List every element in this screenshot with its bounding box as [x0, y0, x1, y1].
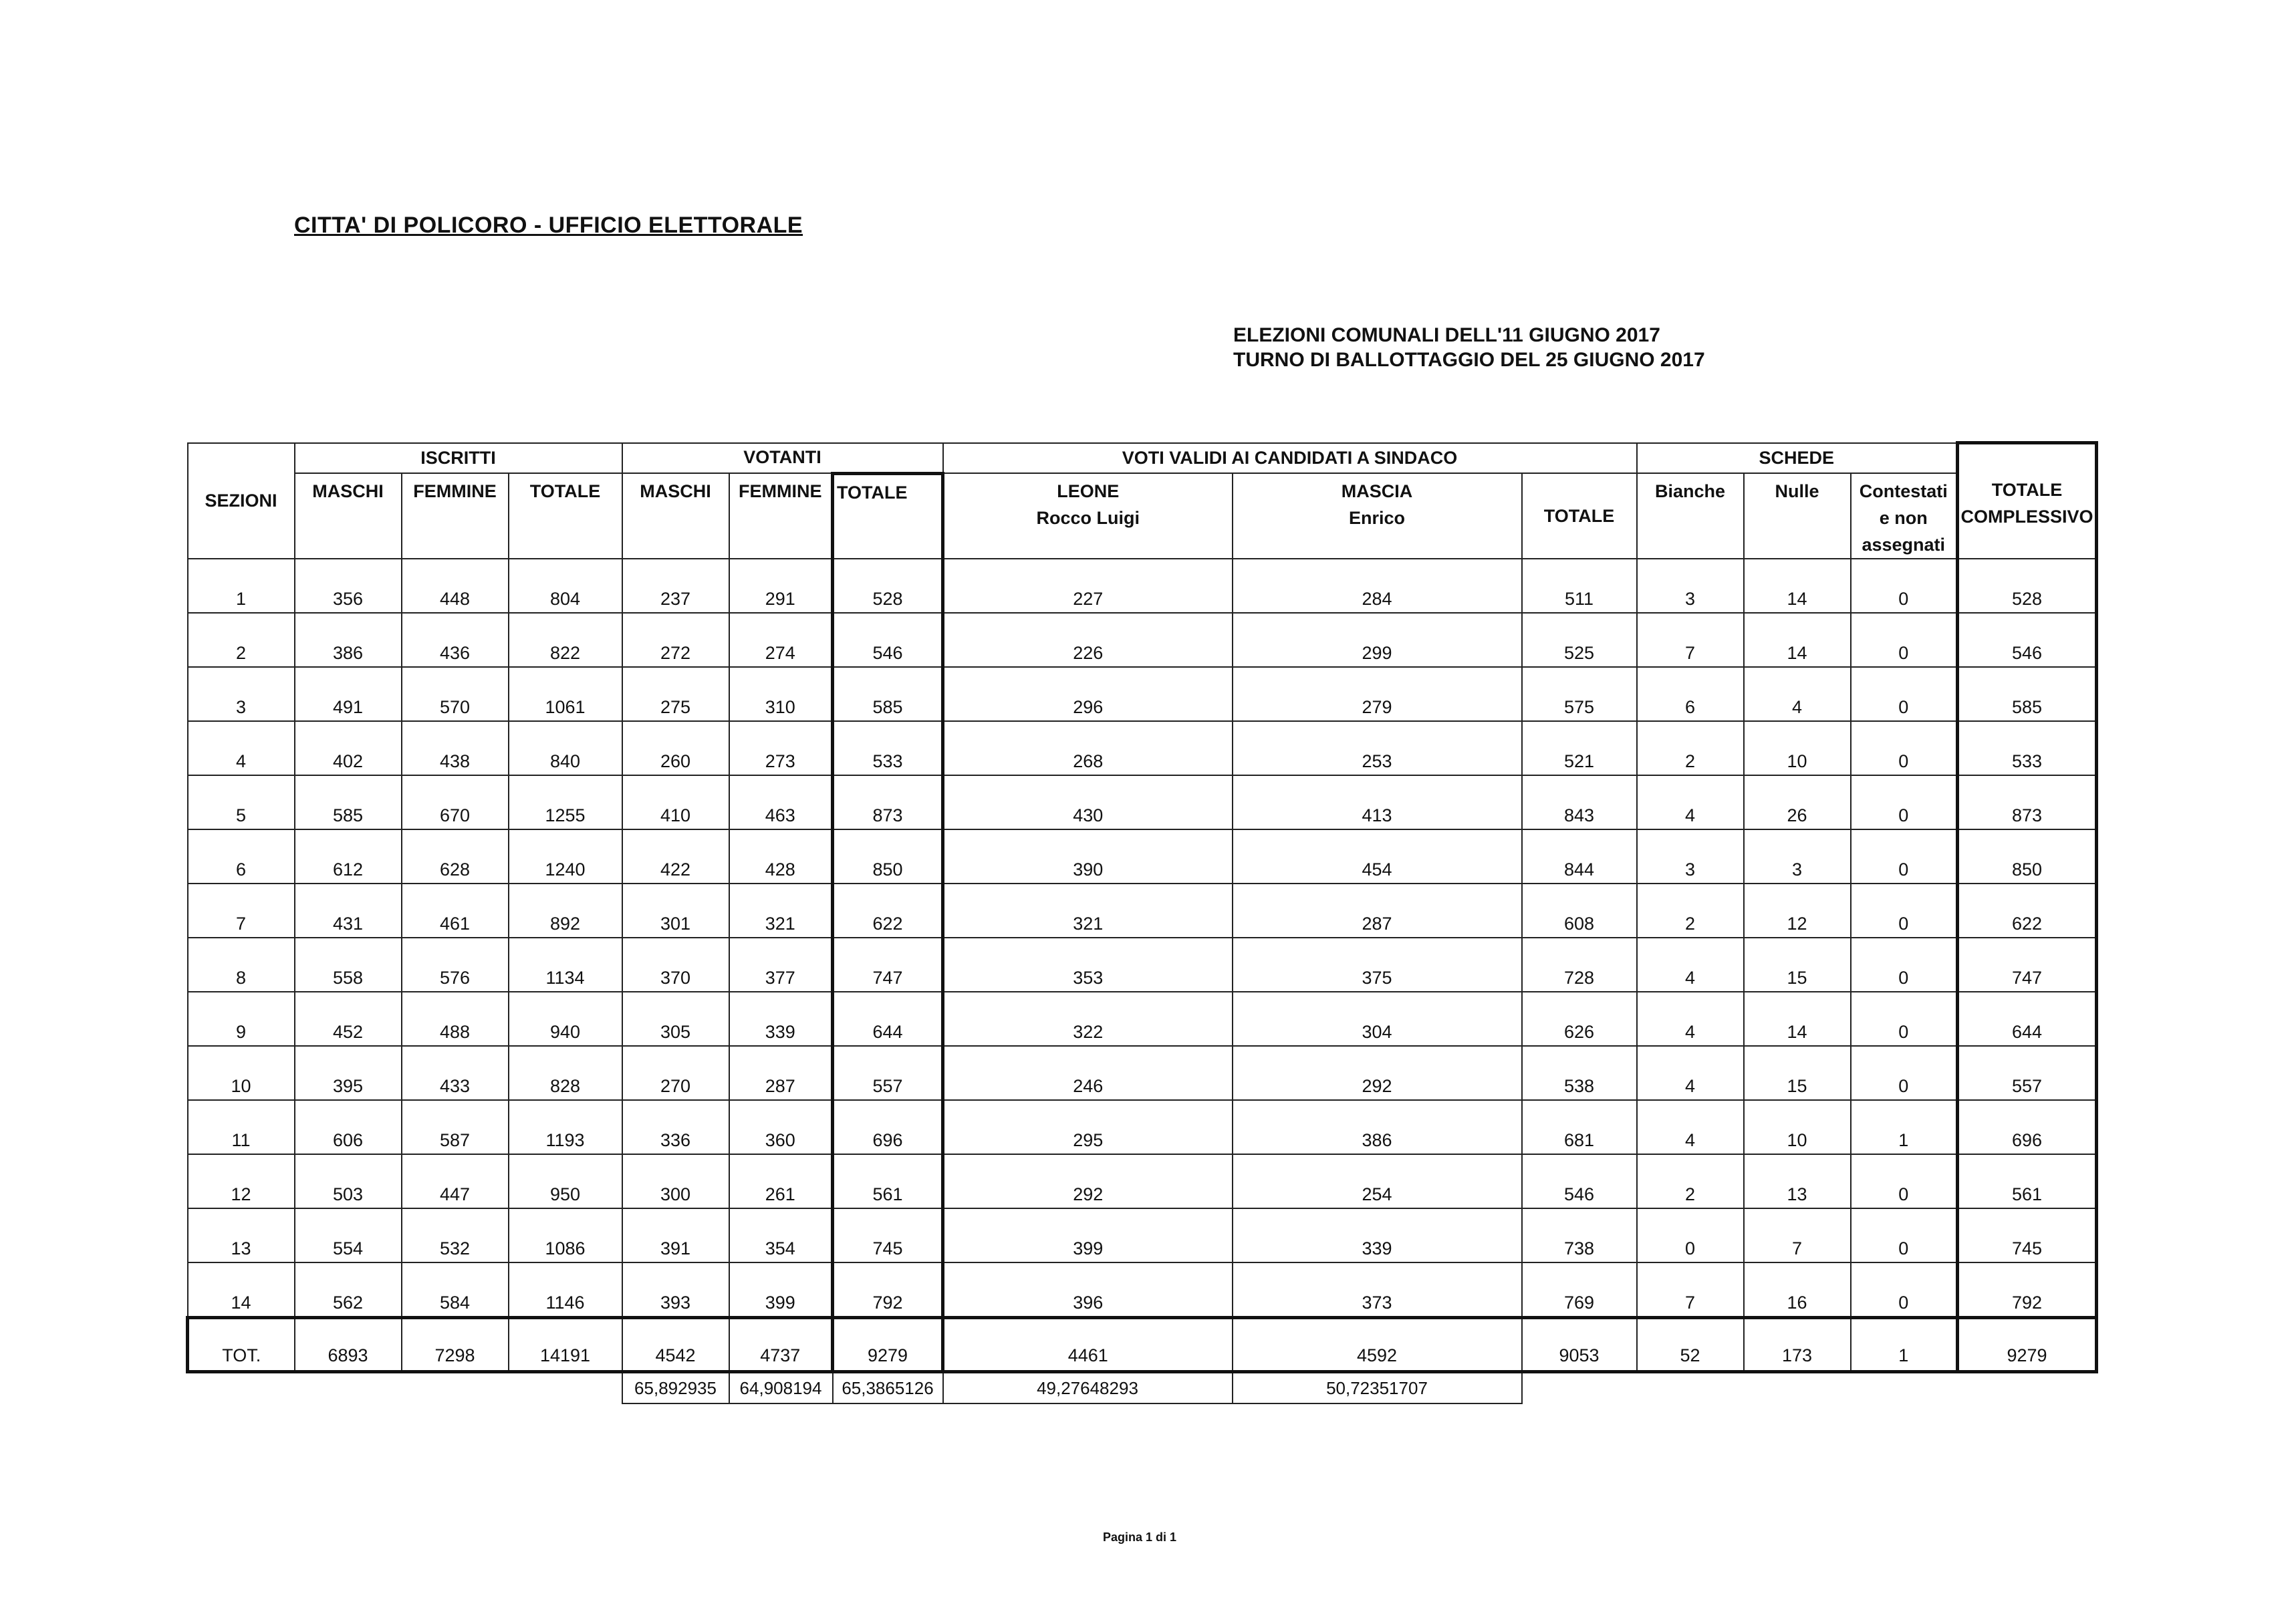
- cell-iscritti-femmine: 576: [402, 938, 509, 992]
- cell-iscritti-maschi: 356: [295, 559, 402, 613]
- cell-iscritti-femmine: 570: [402, 667, 509, 721]
- cell-votanti-maschi: 393: [622, 1262, 729, 1318]
- header-nulle: Nulle: [1744, 473, 1851, 559]
- cell-totale-complessivo: 528: [1958, 559, 2097, 613]
- cell-votanti-maschi: 260: [622, 721, 729, 775]
- cell-iscritti-totale: 1146: [509, 1262, 622, 1318]
- header-voti-validi: VOTI VALIDI AI CANDIDATI A SINDACO: [943, 443, 1637, 474]
- header-leone: [943, 473, 1233, 559]
- cell-iscritti-femmine: 532: [402, 1208, 509, 1262]
- cell-voti-leone: 321: [943, 884, 1233, 938]
- cell-sezione: 12: [188, 1154, 295, 1208]
- cell-schede-contestati: 1: [1851, 1318, 1958, 1372]
- cell-iscritti-maschi: 491: [295, 667, 402, 721]
- cell-schede-nulle: 15: [1744, 938, 1851, 992]
- perc-votanti-maschi: 65,892935: [622, 1372, 729, 1404]
- totals-row: [188, 1318, 2097, 1372]
- cell-votanti-totale: 9279: [833, 1318, 943, 1372]
- cell-iscritti-maschi: 558: [295, 938, 402, 992]
- cell-votanti-maschi: 422: [622, 829, 729, 884]
- cell-voti-mascia: 454: [1233, 829, 1522, 884]
- cell-votanti-maschi: 305: [622, 992, 729, 1046]
- cell-schede-contestati: 0: [1851, 829, 1958, 884]
- cell-voti-leone: 390: [943, 829, 1233, 884]
- cell-schede-contestati: 0: [1851, 775, 1958, 829]
- cell-iscritti-femmine: 7298: [402, 1318, 509, 1372]
- cell-iscritti-totale: 1086: [509, 1208, 622, 1262]
- cell-voti-totale: 681: [1522, 1100, 1637, 1154]
- mascia-surname: MASCIA: [1341, 481, 1413, 501]
- cell-voti-leone: 430: [943, 775, 1233, 829]
- results-table: [186, 441, 2098, 1404]
- header-mascia: [1233, 473, 1522, 559]
- office-title: CITTA' DI POLICORO - UFFICIO ELETTORALE: [294, 213, 803, 238]
- cell-totale-complessivo: 745: [1958, 1208, 2097, 1262]
- cell-sezione: 6: [188, 829, 295, 884]
- cell-schede-bianche: 2: [1637, 721, 1744, 775]
- cell-iscritti-femmine: 584: [402, 1262, 509, 1318]
- cell-votanti-femmine: 354: [729, 1208, 833, 1262]
- cell-iscritti-totale: 940: [509, 992, 622, 1046]
- cell-votanti-maschi: 272: [622, 613, 729, 667]
- cell-voti-totale: 728: [1522, 938, 1637, 992]
- cell-votanti-femmine: 339: [729, 992, 833, 1046]
- cell-schede-contestati: 0: [1851, 667, 1958, 721]
- cell-votanti-femmine: 274: [729, 613, 833, 667]
- cell-schede-nulle: 4: [1744, 667, 1851, 721]
- election-subtitle: ELEZIONI COMUNALI DELL'11 GIUGNO 2017: [1233, 324, 1660, 346]
- header-iscritti: ISCRITTI: [295, 443, 622, 474]
- cell-schede-bianche: 52: [1637, 1318, 1744, 1372]
- cell-voti-totale: 843: [1522, 775, 1637, 829]
- cell-sezione: 5: [188, 775, 295, 829]
- cell-sezione: 9: [188, 992, 295, 1046]
- cell-votanti-femmine: 360: [729, 1100, 833, 1154]
- cell-schede-contestati: 0: [1851, 992, 1958, 1046]
- cell-iscritti-maschi: 386: [295, 613, 402, 667]
- cell-votanti-maschi: 237: [622, 559, 729, 613]
- cell-voti-mascia: 254: [1233, 1154, 1522, 1208]
- cell-iscritti-totale: 840: [509, 721, 622, 775]
- table-row: [188, 721, 2097, 775]
- cell-schede-nulle: 12: [1744, 884, 1851, 938]
- cell-voti-mascia: 279: [1233, 667, 1522, 721]
- cell-totale-complessivo: 546: [1958, 613, 2097, 667]
- header-votanti-totale: TOTALE: [833, 473, 943, 559]
- cell-iscritti-femmine: 670: [402, 775, 509, 829]
- cell-votanti-maschi: 4542: [622, 1318, 729, 1372]
- cell-votanti-totale: 528: [833, 559, 943, 613]
- cell-iscritti-maschi: 612: [295, 829, 402, 884]
- cell-schede-bianche: 3: [1637, 829, 1744, 884]
- cell-votanti-totale: 747: [833, 938, 943, 992]
- cell-votanti-maschi: 300: [622, 1154, 729, 1208]
- cell-votanti-totale: 561: [833, 1154, 943, 1208]
- cell-schede-contestati: 0: [1851, 1262, 1958, 1318]
- header-totale-complessivo-line2: COMPLESSIVO: [1960, 507, 2093, 527]
- cell-iscritti-totale: 1255: [509, 775, 622, 829]
- table-row: [188, 775, 2097, 829]
- contestati-line1: Contestati: [1859, 481, 1948, 501]
- cell-iscritti-femmine: 436: [402, 613, 509, 667]
- leone-surname: LEONE: [1057, 481, 1120, 501]
- cell-voti-totale: 738: [1522, 1208, 1637, 1262]
- cell-voti-leone: 227: [943, 559, 1233, 613]
- cell-voti-totale: 608: [1522, 884, 1637, 938]
- header-bianche: Bianche: [1637, 473, 1744, 559]
- header-votanti-maschi: MASCHI: [622, 473, 729, 559]
- cell-votanti-totale: 696: [833, 1100, 943, 1154]
- cell-schede-nulle: 16: [1744, 1262, 1851, 1318]
- cell-sezione: TOT.: [188, 1318, 295, 1372]
- cell-schede-contestati: 0: [1851, 559, 1958, 613]
- cell-iscritti-maschi: 6893: [295, 1318, 402, 1372]
- cell-iscritti-femmine: 587: [402, 1100, 509, 1154]
- cell-iscritti-totale: 822: [509, 613, 622, 667]
- perc-mascia: 50,72351707: [1233, 1372, 1522, 1404]
- cell-votanti-femmine: 287: [729, 1046, 833, 1100]
- cell-schede-bianche: 3: [1637, 559, 1744, 613]
- cell-schede-bianche: 0: [1637, 1208, 1744, 1262]
- cell-schede-contestati: 1: [1851, 1100, 1958, 1154]
- cell-schede-bianche: 2: [1637, 884, 1744, 938]
- header-iscritti-totale: TOTALE: [509, 473, 622, 559]
- cell-iscritti-maschi: 606: [295, 1100, 402, 1154]
- cell-totale-complessivo: 585: [1958, 667, 2097, 721]
- cell-votanti-maschi: 391: [622, 1208, 729, 1262]
- table-row: [188, 1208, 2097, 1262]
- cell-iscritti-maschi: 395: [295, 1046, 402, 1100]
- cell-schede-nulle: 14: [1744, 992, 1851, 1046]
- cell-votanti-totale: 585: [833, 667, 943, 721]
- header-sezioni: SEZIONI: [188, 443, 295, 559]
- mascia-name: Enrico: [1348, 508, 1406, 528]
- contestati-line2: e non: [1879, 508, 1928, 528]
- cell-votanti-maschi: 336: [622, 1100, 729, 1154]
- cell-iscritti-maschi: 562: [295, 1262, 402, 1318]
- cell-schede-bianche: 4: [1637, 1100, 1744, 1154]
- cell-iscritti-totale: 1193: [509, 1100, 622, 1154]
- cell-iscritti-maschi: 431: [295, 884, 402, 938]
- cell-voti-leone: 296: [943, 667, 1233, 721]
- cell-votanti-totale: 792: [833, 1262, 943, 1318]
- cell-voti-mascia: 284: [1233, 559, 1522, 613]
- header-contestati: [1851, 473, 1958, 559]
- perc-leone: 49,27648293: [943, 1372, 1233, 1404]
- table-row: [188, 1046, 2097, 1100]
- cell-voti-totale: 769: [1522, 1262, 1637, 1318]
- cell-voti-totale: 626: [1522, 992, 1637, 1046]
- cell-totale-complessivo: 557: [1958, 1046, 2097, 1100]
- cell-voti-totale: 538: [1522, 1046, 1637, 1100]
- cell-schede-nulle: 10: [1744, 1100, 1851, 1154]
- cell-schede-nulle: 7: [1744, 1208, 1851, 1262]
- cell-votanti-femmine: 428: [729, 829, 833, 884]
- cell-totale-complessivo: 533: [1958, 721, 2097, 775]
- header-schede: SCHEDE: [1637, 443, 1958, 474]
- cell-voti-totale: 511: [1522, 559, 1637, 613]
- cell-voti-mascia: 4592: [1233, 1318, 1522, 1372]
- cell-iscritti-femmine: 438: [402, 721, 509, 775]
- cell-iscritti-maschi: 554: [295, 1208, 402, 1262]
- cell-voti-mascia: 373: [1233, 1262, 1522, 1318]
- perc-spacer: [188, 1372, 622, 1404]
- cell-schede-nulle: 14: [1744, 559, 1851, 613]
- cell-votanti-femmine: 310: [729, 667, 833, 721]
- cell-schede-nulle: 173: [1744, 1318, 1851, 1372]
- cell-schede-nulle: 14: [1744, 613, 1851, 667]
- cell-voti-totale: 9053: [1522, 1318, 1637, 1372]
- cell-schede-bianche: 4: [1637, 1046, 1744, 1100]
- cell-totale-complessivo: 644: [1958, 992, 2097, 1046]
- leone-name: Rocco Luigi: [1036, 508, 1140, 528]
- cell-votanti-femmine: 399: [729, 1262, 833, 1318]
- cell-schede-nulle: 13: [1744, 1154, 1851, 1208]
- cell-votanti-femmine: 273: [729, 721, 833, 775]
- cell-sezione: 1: [188, 559, 295, 613]
- cell-sezione: 4: [188, 721, 295, 775]
- table-row: [188, 613, 2097, 667]
- cell-votanti-maschi: 275: [622, 667, 729, 721]
- perc-spacer-right: [1522, 1372, 2097, 1404]
- cell-voti-mascia: 253: [1233, 721, 1522, 775]
- cell-voti-leone: 246: [943, 1046, 1233, 1100]
- cell-iscritti-totale: 1240: [509, 829, 622, 884]
- cell-iscritti-totale: 14191: [509, 1318, 622, 1372]
- cell-schede-contestati: 0: [1851, 938, 1958, 992]
- cell-votanti-maschi: 270: [622, 1046, 729, 1100]
- cell-voti-totale: 575: [1522, 667, 1637, 721]
- cell-votanti-maschi: 370: [622, 938, 729, 992]
- table-row: [188, 1154, 2097, 1208]
- cell-voti-leone: 268: [943, 721, 1233, 775]
- cell-schede-nulle: 10: [1744, 721, 1851, 775]
- cell-totale-complessivo: 747: [1958, 938, 2097, 992]
- runoff-subtitle: TURNO DI BALLOTTAGGIO DEL 25 GIUGNO 2017: [1233, 349, 1705, 371]
- cell-sezione: 10: [188, 1046, 295, 1100]
- cell-iscritti-totale: 950: [509, 1154, 622, 1208]
- cell-iscritti-totale: 828: [509, 1046, 622, 1100]
- header-votanti-femmine: FEMMINE: [729, 473, 833, 559]
- cell-votanti-maschi: 410: [622, 775, 729, 829]
- table-row: [188, 1262, 2097, 1318]
- cell-schede-bianche: 7: [1637, 1262, 1744, 1318]
- cell-iscritti-totale: 1061: [509, 667, 622, 721]
- cell-votanti-totale: 557: [833, 1046, 943, 1100]
- header-totale-complessivo-line1: TOTALE: [1991, 480, 2063, 500]
- cell-iscritti-femmine: 461: [402, 884, 509, 938]
- cell-voti-mascia: 375: [1233, 938, 1522, 992]
- table-row: [188, 559, 2097, 613]
- cell-totale-complessivo: 561: [1958, 1154, 2097, 1208]
- cell-schede-contestati: 0: [1851, 1046, 1958, 1100]
- header-iscritti-femmine: FEMMINE: [402, 473, 509, 559]
- cell-votanti-totale: 622: [833, 884, 943, 938]
- table-row: [188, 884, 2097, 938]
- cell-voti-leone: 295: [943, 1100, 1233, 1154]
- cell-sezione: 11: [188, 1100, 295, 1154]
- cell-schede-contestati: 0: [1851, 721, 1958, 775]
- cell-iscritti-femmine: 448: [402, 559, 509, 613]
- cell-voti-totale: 525: [1522, 613, 1637, 667]
- cell-iscritti-totale: 804: [509, 559, 622, 613]
- cell-schede-contestati: 0: [1851, 1154, 1958, 1208]
- cell-sezione: 13: [188, 1208, 295, 1262]
- cell-totale-complessivo: 850: [1958, 829, 2097, 884]
- cell-iscritti-maschi: 452: [295, 992, 402, 1046]
- cell-voti-mascia: 299: [1233, 613, 1522, 667]
- cell-schede-contestati: 0: [1851, 1208, 1958, 1262]
- perc-votanti-totale: 65,3865126: [833, 1372, 943, 1404]
- cell-voti-totale: 521: [1522, 721, 1637, 775]
- cell-iscritti-femmine: 488: [402, 992, 509, 1046]
- cell-iscritti-femmine: 433: [402, 1046, 509, 1100]
- cell-schede-bianche: 6: [1637, 667, 1744, 721]
- cell-sezione: 3: [188, 667, 295, 721]
- table-row: [188, 992, 2097, 1046]
- cell-votanti-femmine: 4737: [729, 1318, 833, 1372]
- cell-voti-leone: 226: [943, 613, 1233, 667]
- cell-votanti-totale: 850: [833, 829, 943, 884]
- header-iscritti-maschi: MASCHI: [295, 473, 402, 559]
- percentages-row: [188, 1372, 2097, 1404]
- cell-totale-complessivo: 696: [1958, 1100, 2097, 1154]
- cell-votanti-femmine: 463: [729, 775, 833, 829]
- cell-sezione: 14: [188, 1262, 295, 1318]
- cell-voti-leone: 396: [943, 1262, 1233, 1318]
- cell-votanti-femmine: 261: [729, 1154, 833, 1208]
- cell-voti-totale: 546: [1522, 1154, 1637, 1208]
- cell-iscritti-totale: 892: [509, 884, 622, 938]
- cell-schede-bianche: 2: [1637, 1154, 1744, 1208]
- header-voti-totale: TOTALE: [1522, 473, 1637, 559]
- cell-schede-contestati: 0: [1851, 884, 1958, 938]
- cell-schede-bianche: 4: [1637, 775, 1744, 829]
- cell-votanti-totale: 546: [833, 613, 943, 667]
- cell-votanti-femmine: 291: [729, 559, 833, 613]
- cell-voti-totale: 844: [1522, 829, 1637, 884]
- cell-sezione: 2: [188, 613, 295, 667]
- cell-voti-mascia: 304: [1233, 992, 1522, 1046]
- cell-votanti-totale: 644: [833, 992, 943, 1046]
- cell-iscritti-maschi: 585: [295, 775, 402, 829]
- cell-voti-leone: 292: [943, 1154, 1233, 1208]
- header-totale-complessivo: [1958, 443, 2097, 559]
- cell-schede-nulle: 15: [1744, 1046, 1851, 1100]
- contestati-line3: assegnati: [1862, 535, 1946, 555]
- cell-iscritti-maschi: 402: [295, 721, 402, 775]
- table-row: [188, 938, 2097, 992]
- cell-votanti-totale: 745: [833, 1208, 943, 1262]
- cell-iscritti-totale: 1134: [509, 938, 622, 992]
- cell-voti-mascia: 339: [1233, 1208, 1522, 1262]
- cell-totale-complessivo: 873: [1958, 775, 2097, 829]
- cell-schede-contestati: 0: [1851, 613, 1958, 667]
- cell-iscritti-maschi: 503: [295, 1154, 402, 1208]
- cell-schede-nulle: 26: [1744, 775, 1851, 829]
- cell-schede-nulle: 3: [1744, 829, 1851, 884]
- perc-votanti-femmine: 64,908194: [729, 1372, 833, 1404]
- cell-iscritti-femmine: 447: [402, 1154, 509, 1208]
- table-row: [188, 667, 2097, 721]
- table-row: [188, 829, 2097, 884]
- cell-votanti-maschi: 301: [622, 884, 729, 938]
- cell-totale-complessivo: 792: [1958, 1262, 2097, 1318]
- cell-voti-leone: 322: [943, 992, 1233, 1046]
- cell-voti-leone: 4461: [943, 1318, 1233, 1372]
- cell-schede-bianche: 7: [1637, 613, 1744, 667]
- cell-voti-mascia: 386: [1233, 1100, 1522, 1154]
- cell-votanti-totale: 533: [833, 721, 943, 775]
- cell-votanti-femmine: 377: [729, 938, 833, 992]
- cell-sezione: 8: [188, 938, 295, 992]
- cell-voti-mascia: 292: [1233, 1046, 1522, 1100]
- page-footer: Pagina 1 di 1: [1103, 1530, 1177, 1544]
- cell-iscritti-femmine: 628: [402, 829, 509, 884]
- cell-sezione: 7: [188, 884, 295, 938]
- cell-votanti-femmine: 321: [729, 884, 833, 938]
- cell-schede-bianche: 4: [1637, 938, 1744, 992]
- cell-voti-mascia: 413: [1233, 775, 1522, 829]
- cell-voti-leone: 399: [943, 1208, 1233, 1262]
- cell-voti-leone: 353: [943, 938, 1233, 992]
- cell-totale-complessivo: 622: [1958, 884, 2097, 938]
- cell-voti-mascia: 287: [1233, 884, 1522, 938]
- cell-votanti-totale: 873: [833, 775, 943, 829]
- cell-schede-bianche: 4: [1637, 992, 1744, 1046]
- table-row: [188, 1100, 2097, 1154]
- header-votanti: VOTANTI: [622, 443, 943, 474]
- cell-totale-complessivo: 9279: [1958, 1318, 2097, 1372]
